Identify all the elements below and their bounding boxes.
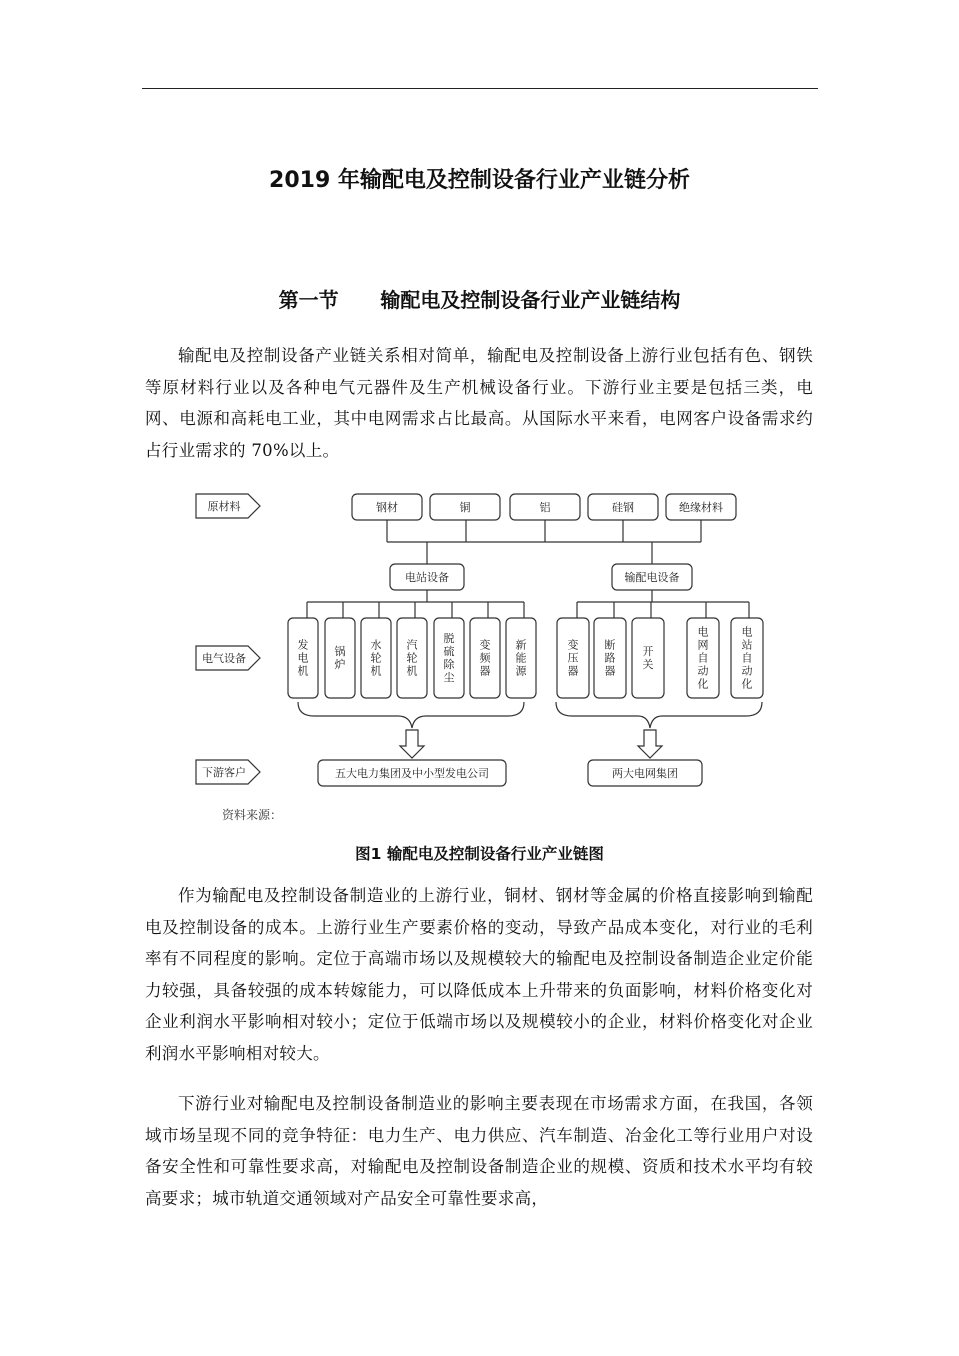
equipment-box — [434, 618, 464, 698]
row-label-downstream-text: 下游客户 — [202, 766, 246, 779]
customer-station-label: 五大电力集团及中小型发电公司 — [335, 767, 489, 780]
equipment-box — [557, 618, 589, 698]
raw-material-box — [510, 494, 580, 520]
customer-transmission — [588, 760, 702, 786]
group-transmission — [612, 564, 692, 590]
section-number: 第一节 — [278, 288, 339, 312]
paragraph-industry-chain-overview: 输配电及控制设备产业链关系相对简单，输配电及控制设备上游行业包括有色、钢铁等原材料行业以及各种电气元器件及生产机械设备行业。下游行业主要是包括三类，电网、电源和高耗电工业，其中电网需求占比最高。从国际水平来看，电网客户设备需求约占行业需求的 70%以上。 — [145, 346, 813, 460]
raw-materials-row — [352, 494, 736, 520]
group-station-label: 电站设备 — [405, 571, 449, 584]
equipment-box — [361, 618, 391, 698]
equipment-box — [470, 618, 500, 698]
equipment-box — [288, 618, 318, 698]
equipment-label: 脱硫除尘 — [443, 632, 455, 684]
equipment-label: 电网自动化 — [697, 625, 709, 691]
row-label-electrical — [196, 646, 260, 670]
equipment-box — [594, 618, 626, 698]
figure-source: 资料来源： — [222, 808, 283, 822]
raw-material-box — [352, 494, 422, 520]
row-label-raw — [196, 494, 260, 518]
raw-material-label: 铜 — [459, 501, 471, 514]
paragraph-downstream-impact: 下游行业对输配电及控制设备制造业的影响主要表现在市场需求方面，在我国，各领域市场呈现不同的竞争特征：电力生产、电力供应、汽车制造、冶金化工等行业用户对设备安全性和可靠性要求高，对输配电及控制设备制造企业的规模、资质和技术水平均有较高要求；城市轨道交通领域对产品安全可靠性要求高， — [145, 1094, 813, 1208]
station-equipment-row — [288, 618, 536, 698]
customer-transmission-label: 两大电网集团 — [612, 767, 678, 780]
figure-caption: 图1 输配电及控制设备行业产业链图 — [355, 845, 604, 863]
equipment-box — [506, 618, 536, 698]
section-title: 输配电及控制设备行业产业链结构 — [380, 288, 681, 312]
equipment-label: 锅炉 — [334, 645, 346, 671]
equipment-label: 发电机 — [297, 638, 309, 678]
raw-material-label: 硅钢 — [612, 501, 634, 514]
raw-material-box — [588, 494, 658, 520]
equipment-box — [687, 618, 719, 698]
equipment-label: 新能源 — [515, 638, 527, 678]
paragraph-upstream-impact: 作为输配电及控制设备制造业的上游行业，铜材、钢材等金属的价格直接影响到输配电及控制设备的成本。上游行业生产要素价格的变动，导致产品成本变化，对行业的毛利率有不同程度的影响。定位于高端市场以及规模较大的输配电及控制设备制造企业定价能力较强，具备较强的成本转嫁能力，可以降低成本上升带来的负面影响，材料价格变化对企业利润水平影响相对较小；定位于低端市场以及规模较小的企业，材料价格变化对企业利润水平影响相对较大。 — [145, 886, 813, 1063]
equipment-label: 电站自动化 — [741, 625, 753, 691]
raw-material-label: 铝 — [539, 501, 551, 514]
industry-chain-diagram — [190, 484, 780, 804]
equipment-label: 变压器 — [567, 638, 579, 678]
diagram-arrows — [400, 730, 662, 758]
transmission-equipment-row — [557, 618, 763, 698]
customer-station — [318, 760, 506, 786]
raw-material-label: 钢材 — [376, 501, 398, 514]
group-station — [390, 564, 464, 590]
equipment-label: 开关 — [642, 645, 654, 671]
raw-material-label: 绝缘材料 — [679, 501, 723, 514]
header-rule — [142, 88, 818, 89]
equipment-label: 汽轮机 — [406, 638, 418, 678]
raw-material-box — [666, 494, 736, 520]
document-title: 2019 年输配电及控制设备行业产业链分析 — [269, 168, 690, 193]
group-transmission-label: 输配电设备 — [624, 571, 680, 584]
equipment-label: 断路器 — [604, 638, 616, 678]
equipment-box — [632, 618, 664, 698]
equipment-box — [325, 618, 355, 698]
raw-material-box — [430, 494, 500, 520]
row-label-electrical-text: 电气设备 — [202, 652, 246, 665]
row-label-downstream — [196, 760, 260, 784]
equipment-label: 水轮机 — [370, 638, 382, 678]
row-label-raw-text: 原材料 — [207, 500, 241, 513]
equipment-label: 变频器 — [479, 638, 491, 678]
equipment-box — [731, 618, 763, 698]
section-heading — [0, 284, 959, 313]
equipment-box — [397, 618, 427, 698]
